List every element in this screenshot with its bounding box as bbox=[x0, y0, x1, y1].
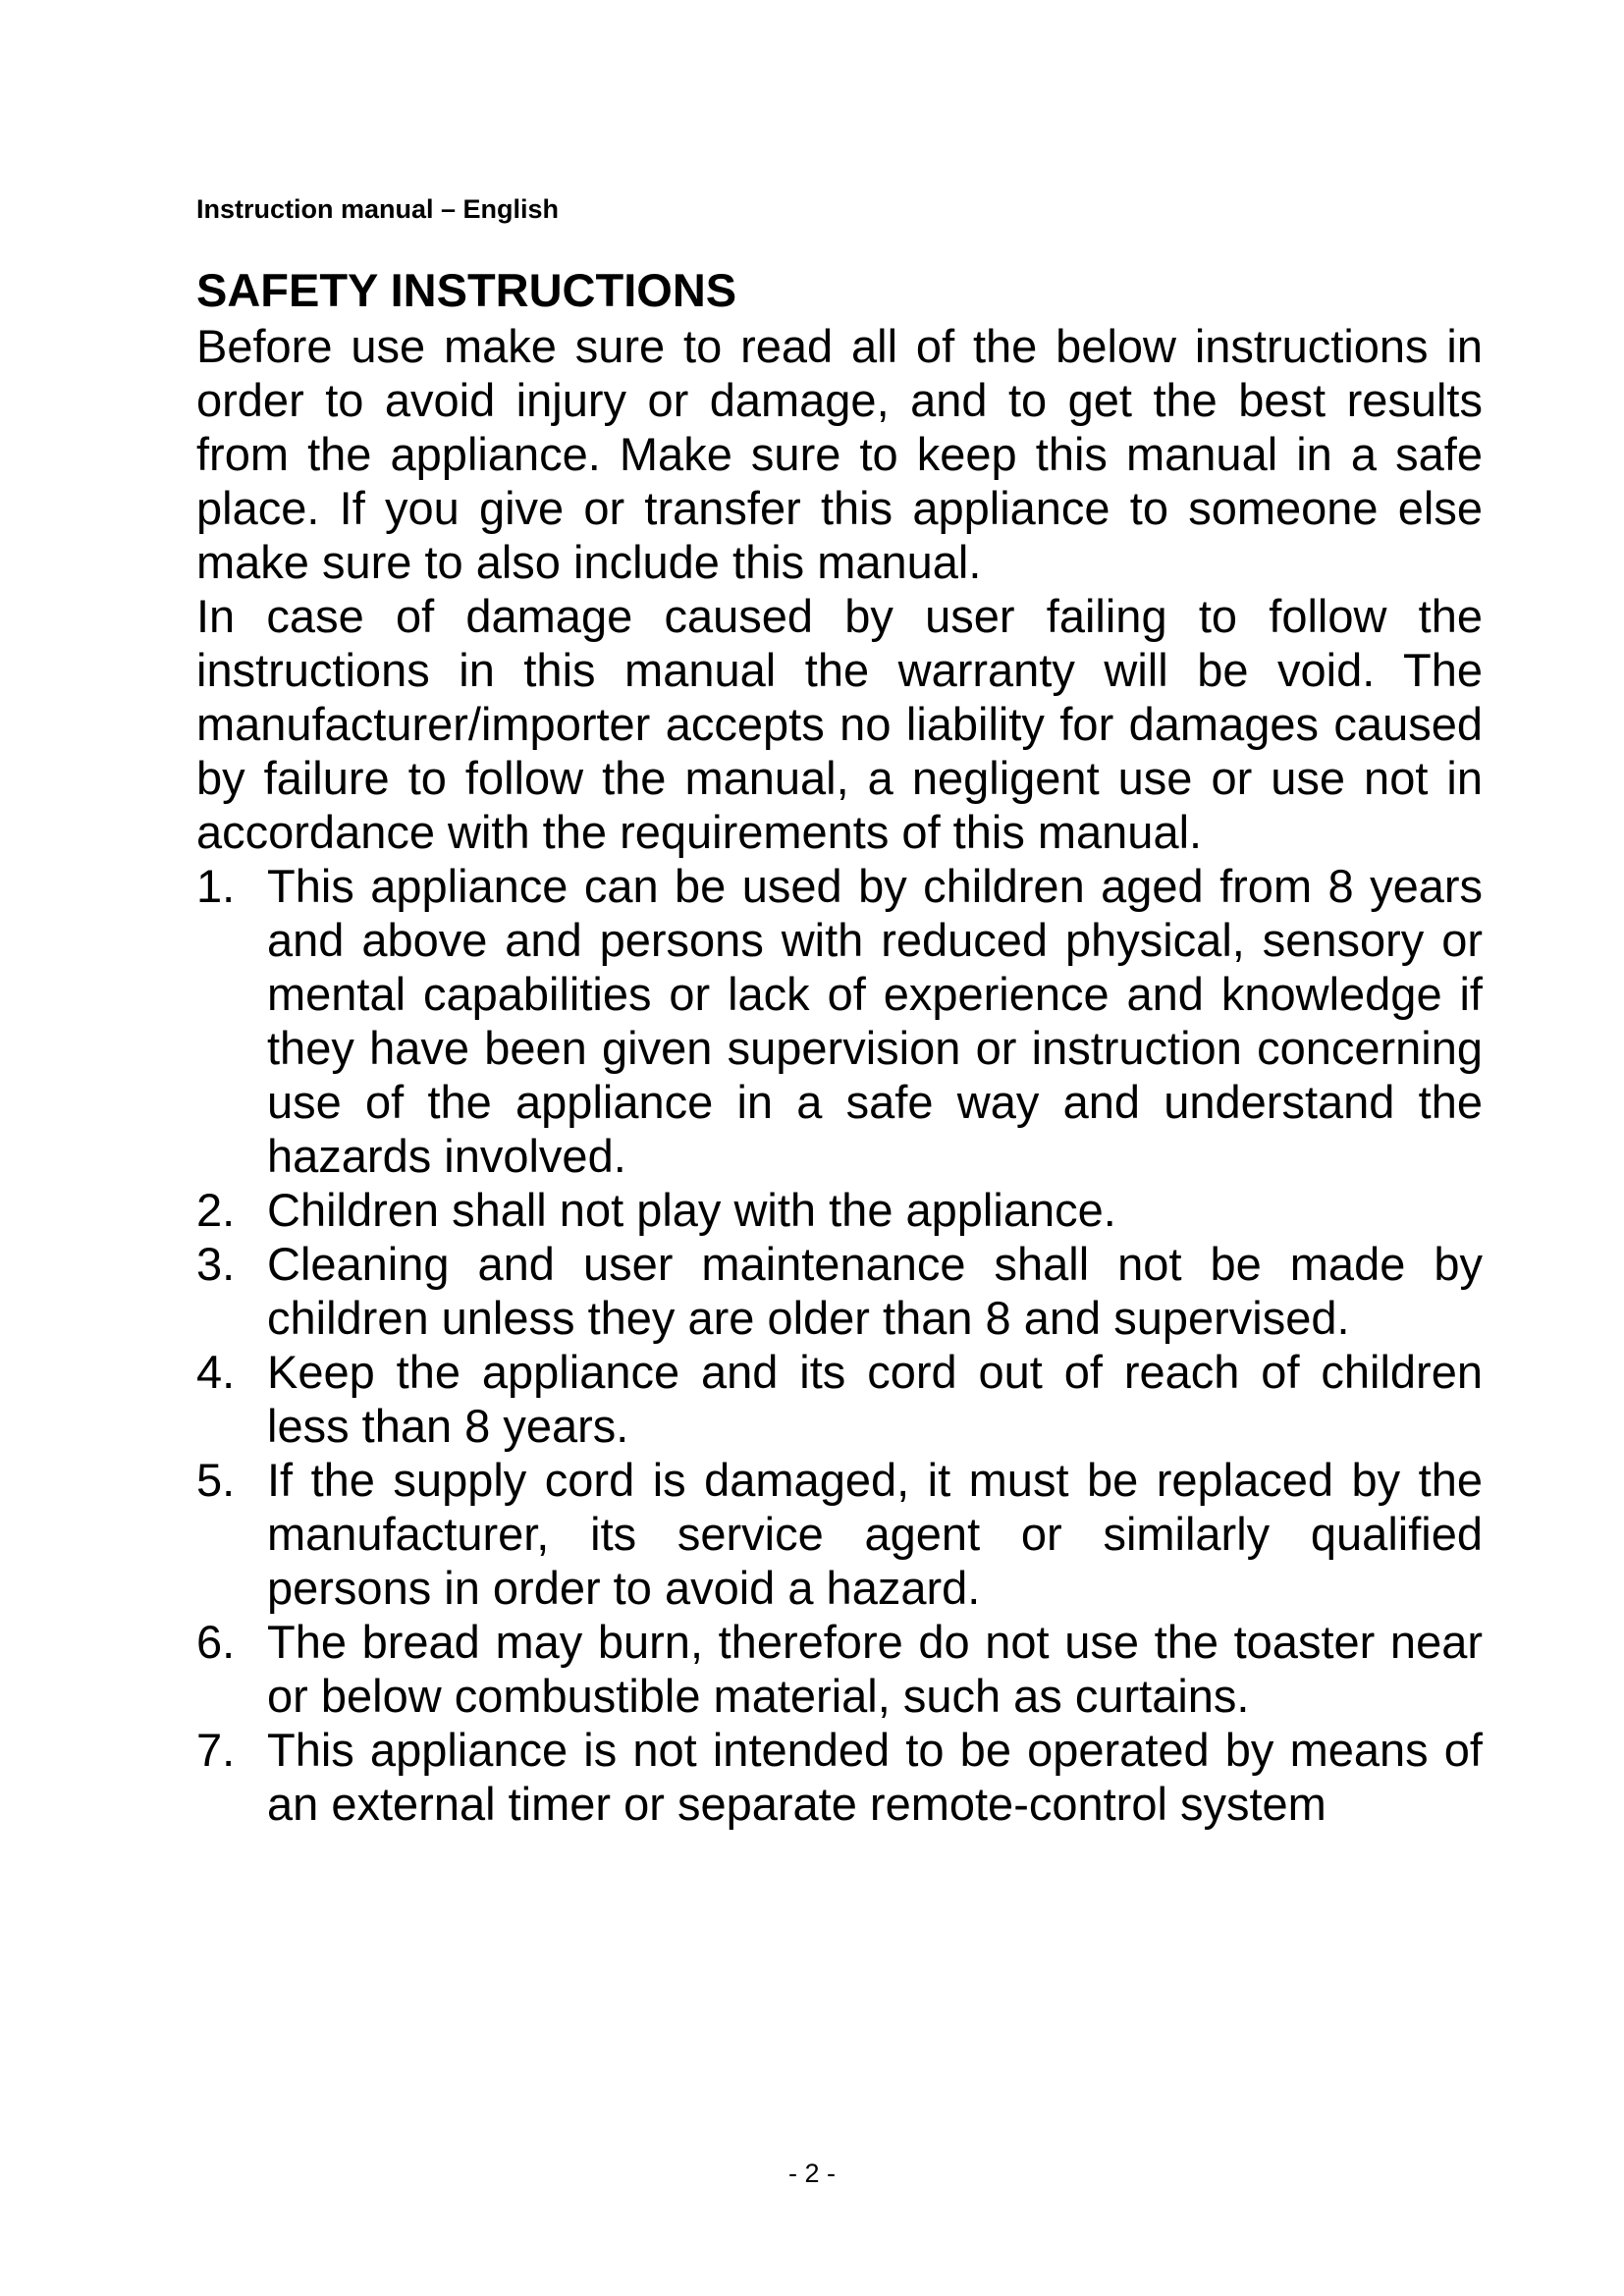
item-number: 2. bbox=[196, 1184, 236, 1236]
item-number: 1. bbox=[196, 860, 236, 912]
item-number: 4. bbox=[196, 1346, 236, 1398]
document-header: Instruction manual – English bbox=[196, 194, 560, 224]
list-item bbox=[196, 1615, 1483, 1723]
section-title: SAFETY INSTRUCTIONS bbox=[196, 264, 737, 316]
item-text: Cleaning and user maintenance shall not be made by children unless they are older than 8 and supervised. bbox=[267, 1238, 1483, 1344]
list-item bbox=[196, 1237, 1483, 1345]
item-text: If the supply cord is damaged, it must be replaced by the manufacturer, its service agent or similarly qualified persons in order to avoid a hazard. bbox=[267, 1454, 1483, 1614]
item-number: 7. bbox=[196, 1724, 236, 1776]
item-text: The bread may burn, therefore do not use the toaster near or below combustible material, such as curtains. bbox=[267, 1616, 1483, 1722]
item-text: This appliance can be used by children aged from 8 years and above and persons with reduced physical, sensory or mental capabilities or lack of experience and knowledge if they have been given supervision or instruction concerning use of the appliance in a safe way and understand the hazards involved. bbox=[267, 860, 1483, 1182]
list-item bbox=[196, 1723, 1483, 1831]
item-number: 6. bbox=[196, 1616, 236, 1668]
item-text: This appliance is not intended to be operated by means of an external timer or separate remote-control system bbox=[267, 1724, 1483, 1830]
page-number: - 2 - bbox=[787, 2159, 836, 2188]
list-item bbox=[196, 1453, 1483, 1615]
warranty-paragraph: In case of damage caused by user failing to follow the instructions in this manual the warranty will be void. The manufacturer/importer accepts no liability for damages caused by failure to follow the manual, a negligent use or use not in accordance with the requirements of this manual. bbox=[196, 590, 1483, 858]
item-text: Keep the appliance and its cord out of reach of children less than 8 years. bbox=[267, 1346, 1483, 1452]
list-item bbox=[196, 1345, 1483, 1453]
list-item bbox=[196, 1183, 1483, 1237]
manual-page bbox=[196, 191, 1483, 1831]
item-text: Children shall not play with the appliance. bbox=[267, 1184, 1116, 1236]
safety-instructions-list bbox=[196, 859, 1483, 1831]
list-item bbox=[196, 859, 1483, 1183]
item-number: 3. bbox=[196, 1238, 236, 1290]
intro-paragraph: Before use make sure to read all of the below instructions in order to avoid injury or damage, and to get the best results from the appliance. Make sure to keep this manual in a safe place. If you give or transfer this appliance to someone else make sure to also include this manual. bbox=[196, 320, 1483, 588]
item-number: 5. bbox=[196, 1454, 236, 1506]
